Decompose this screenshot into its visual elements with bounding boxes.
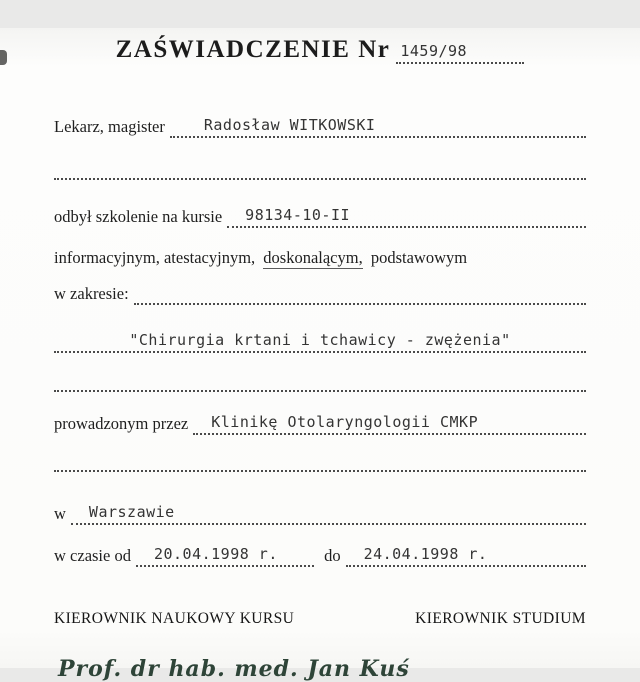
course-types-text [54, 248, 471, 268]
course-type-selected: doskonalącym, [263, 248, 363, 267]
footer-row [54, 610, 586, 628]
period-to-field [346, 543, 586, 567]
course-types-prefix: informacyjnym, atestacyjnym, [54, 248, 256, 267]
city-label: w [54, 504, 66, 523]
document-title-row [54, 28, 586, 64]
blank-dotted-line [54, 448, 586, 472]
conducted-by: Klinikę Otolaryngologii CMKP [211, 413, 479, 431]
certificate-page [0, 28, 640, 682]
conducted-field [193, 411, 586, 435]
scan-artifact [0, 50, 7, 65]
course-code-row [54, 204, 586, 228]
scope-field [134, 281, 586, 305]
conducted-row [54, 411, 586, 435]
course-code-field [227, 204, 586, 228]
course-title-row [54, 329, 586, 353]
period-row [54, 543, 586, 567]
scope-label: w zakresie: [54, 284, 129, 303]
course-title-field [54, 329, 586, 353]
dotted-line [54, 156, 586, 180]
period-from-label: w czasie od [54, 546, 131, 565]
document-title: ZAŚWIADCZENIE Nr [115, 36, 391, 63]
studium-director-heading: KIEROWNIK STUDIUM [415, 610, 586, 627]
course-code-label: odbył szkolenie na kursie [54, 207, 223, 226]
certificate-number: 1459/98 [400, 42, 468, 60]
scope-row [54, 281, 586, 305]
blank-dotted-line [54, 156, 586, 180]
course-types-suffix: podstawowym [370, 248, 468, 267]
dotted-line [54, 448, 586, 472]
period-from-field [136, 543, 314, 567]
physician-row [54, 114, 586, 138]
conducted-label: prowadzonym przez [54, 414, 189, 433]
period-to-date: 24.04.1998 r. [363, 545, 488, 563]
blank-dotted-line [54, 368, 586, 392]
course-title: "Chirurgia krtani i tchawicy - zwężenia" [129, 331, 511, 349]
dotted-line [54, 368, 586, 392]
course-director-heading: KIEROWNIK NAUKOWY KURSU [54, 610, 295, 627]
physician-name: Radosław WITKOWSKI [203, 116, 376, 134]
signature-text: Prof. dr hab. med. Jan Kuś [58, 656, 410, 682]
period-to-label: do [324, 546, 341, 565]
course-code: 98134-10-II [245, 206, 351, 224]
physician-field [170, 114, 586, 138]
city-field [71, 501, 586, 525]
city-name: Warszawie [88, 503, 175, 521]
course-types-row [54, 244, 586, 268]
city-row [54, 501, 586, 525]
physician-label: Lekarz, magister [54, 117, 165, 136]
period-from-date: 20.04.1998 r. [153, 545, 278, 563]
certificate-number-field [396, 41, 524, 64]
